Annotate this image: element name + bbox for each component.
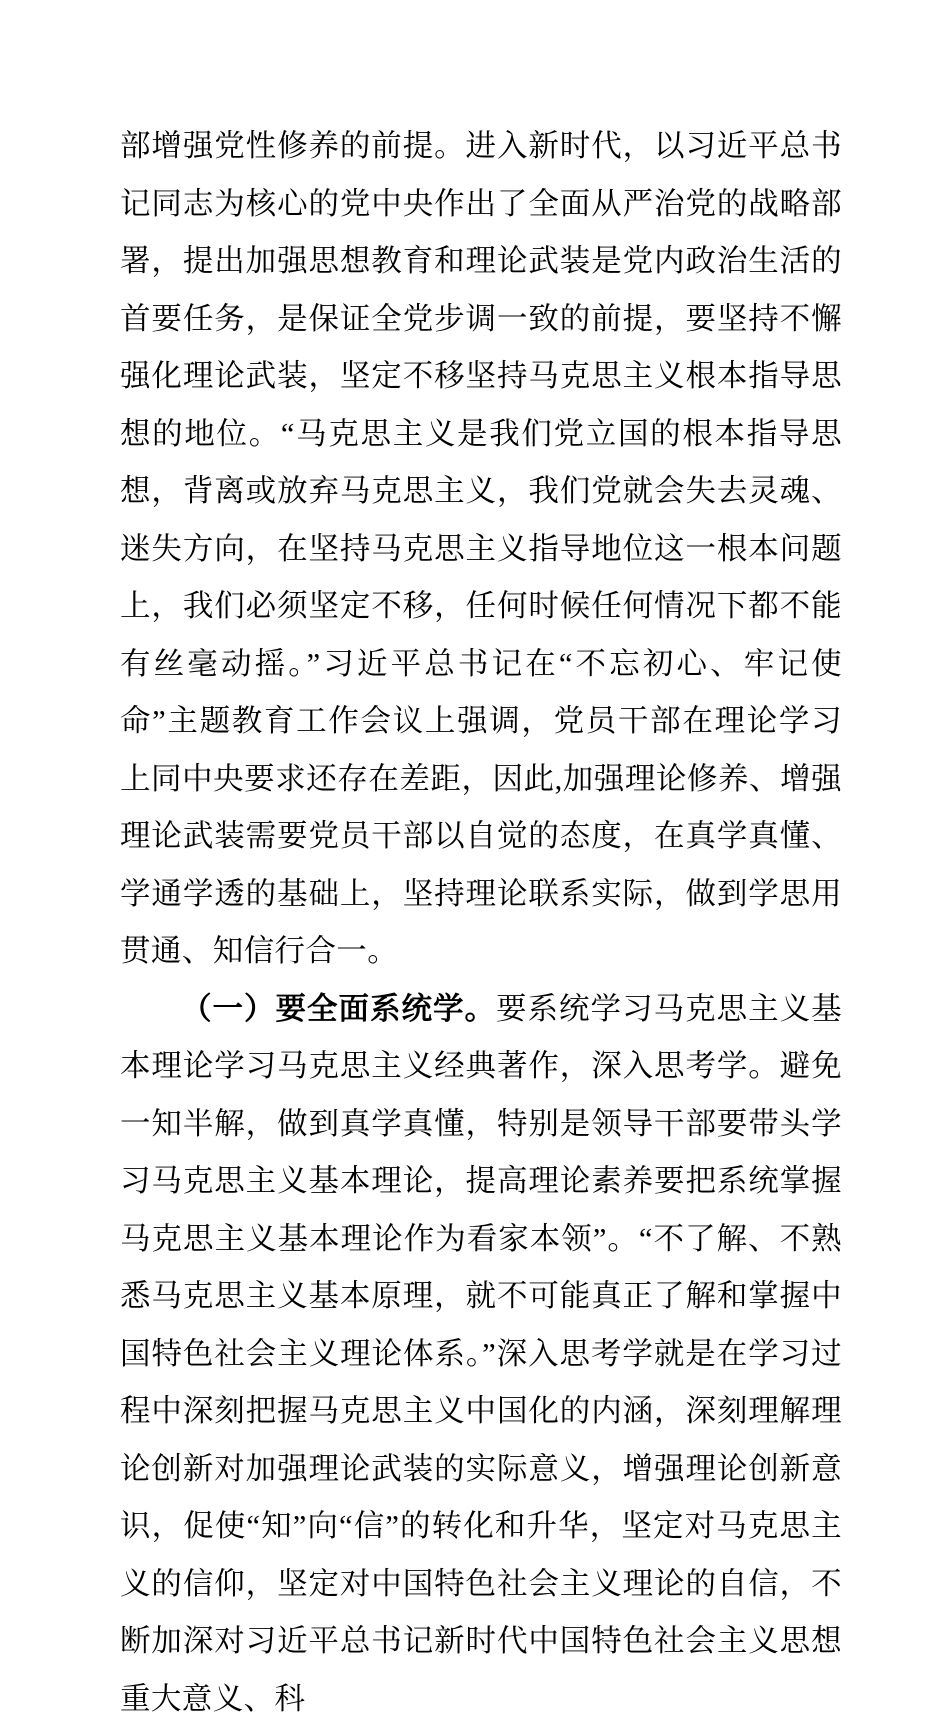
paragraph-1: 部增强党性修养的前提。进入新时代，以习近平总书记同志为核心的党中央作出了全面从严治党的战略部署，提出加强思想教育和理论武装是党内政治生活的首要任务，是保证全党步调一致的前提，要坚持不懈强化理论武装，坚定不移坚持马克思主义根本指导思想的地位。“马克思主义是我们党立国的根本指导思想，背离或放弃马克思主义，我们党就会失去灵魂、迷失方向，在坚持马克思主义指导地位这一根本问题上，我们必须坚定不移，任何时候任何情况下都不能有丝毫动摇。”习近平总书记在“不忘初心、牢记使命”主题教育工作会议上强调，党员干部在理论学习上同中央要求还存在差距，因此,加强理论修养、增强理论武装需要党员干部以自觉的态度，在真学真懂、学通学透的基础上，坚持理论联系实际，做到学思用贯通、知信行合一。: [120, 118, 842, 981]
paragraph-2: [120, 981, 842, 1728]
document-body: [120, 118, 842, 1728]
paragraph-2-text: 要系统学习马克思主义基本理论学习马克思主义经典著作，深入思考学。避免一知半解，做到真学真懂，特别是领导干部要带头学习马克思主义基本理论，提高理论素养要把系统掌握马克思主义基本理论作为看家本领”。“不了解、不熟悉马克思主义基本原理，就不可能真正了解和掌握中国特色社会主义理论体系。”深入思考学就是在学习过程中深刻把握马克思主义中国化的内涵，深刻理解理论创新对加强理论武装的实际意义，增强理论创新意识，促使“知”向“信”的转化和升华，坚定对马克思主义的信仰，坚定对中国特色社会主义理论的自信，不断加深对习近平总书记新时代中国特色社会主义思想重大意义、科: [120, 992, 842, 1716]
paragraph-2-lead: （一）要全面系统学。: [181, 992, 496, 1026]
